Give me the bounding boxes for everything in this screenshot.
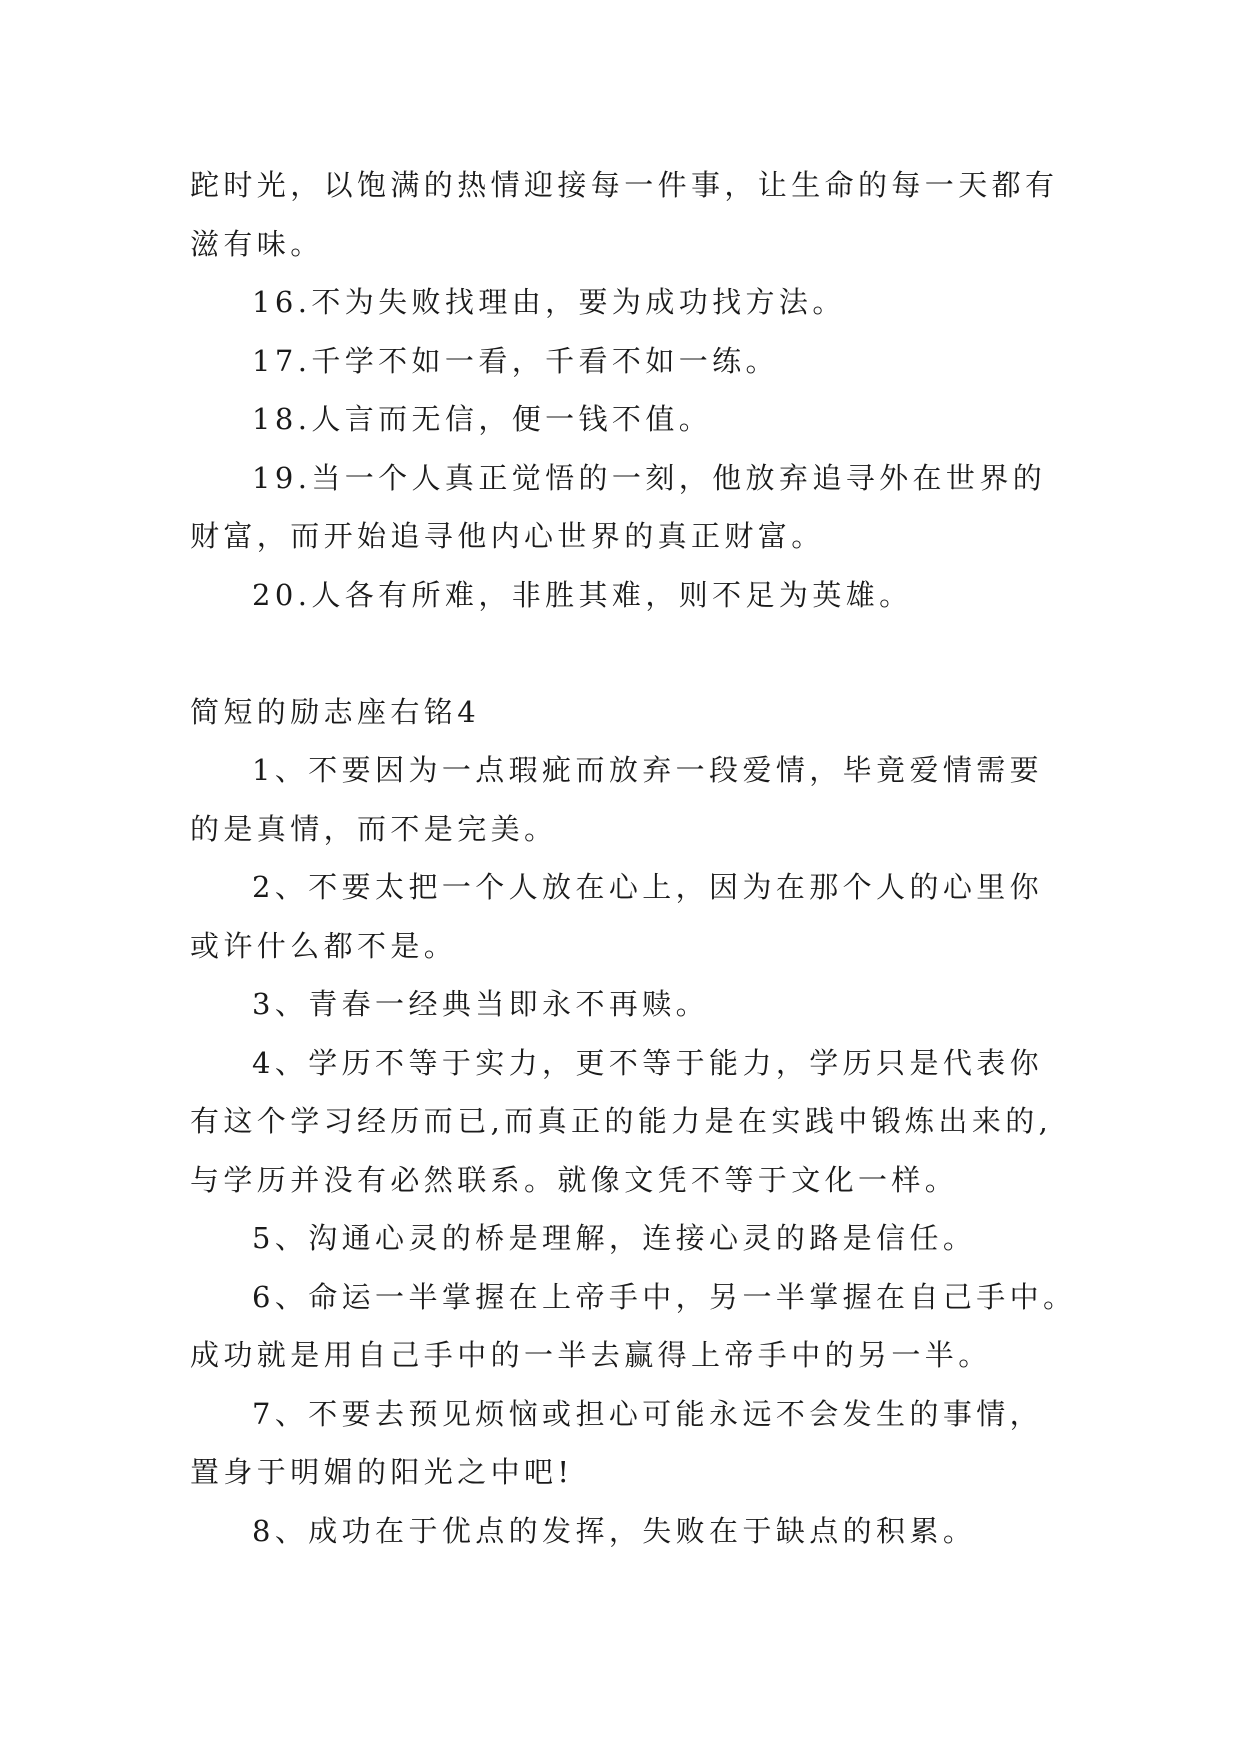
list-item-continuation: 成功就是用自己手中的一半去赢得上帝手中的另一半。 [190, 1338, 992, 1372]
section-spacer [190, 624, 1070, 683]
list-item: 3、青春一经典当即永不再赎。 [252, 987, 710, 1021]
list-item: 16.不为失败找理由，要为成功找方法。 [252, 285, 846, 319]
paragraph-line: 跎时光，以饱满的热情迎接每一件事，让生命的每一天都有 [190, 168, 1059, 202]
list-item-continuation: 与学历并没有必然联系。就像文凭不等于文化一样。 [190, 1162, 959, 1197]
document-body [190, 156, 1077, 1560]
list-item-continuation: 的是真情，而不是完美。 [190, 811, 558, 846]
list-item-continuation: 或许什么都不是。 [190, 928, 458, 963]
list-item: 7、不要去预见烦恼或担心可能永远不会发生的事情， [252, 1396, 1044, 1431]
paragraph-line: 滋有味。 [190, 226, 324, 261]
list-item: 2、不要太把一个人放在心上，因为在那个人的心里你 [252, 870, 1044, 904]
list-item: 17.千学不如一看，千看不如一练。 [252, 343, 779, 378]
list-item: 20.人各有所难，非胜其难，则不足为英雄。 [252, 577, 913, 612]
list-item: 1、不要因为一点瑕疵而放弃一段爱情，毕竟爱情需要 [252, 753, 1044, 787]
section-heading: 简短的励志座右铭4 [190, 694, 481, 729]
list-item-continuation: 有这个学习经历而已,而真正的能力是在实践中锻炼出来的, [190, 1104, 1053, 1138]
list-item: 19.当一个人真正觉悟的一刻，他放弃追寻外在世界的 [252, 460, 1047, 495]
list-item: 6、命运一半掌握在上帝手中，另一半掌握在自己手中。 [252, 1279, 1077, 1314]
list-item-continuation: 置身于明媚的阳光之中吧! [190, 1455, 574, 1489]
list-item: 8、成功在于优点的发挥，失败在于缺点的积累。 [252, 1513, 977, 1548]
list-item-continuation: 财富，而开始追寻他内心世界的真正财富。 [190, 519, 825, 553]
list-item: 4、学历不等于实力，更不等于能力，学历只是代表你 [252, 1045, 1044, 1080]
list-item: 5、沟通心灵的桥是理解，连接心灵的路是信任。 [252, 1221, 977, 1255]
list-item: 18.人言而无信，便一钱不值。 [252, 402, 713, 436]
